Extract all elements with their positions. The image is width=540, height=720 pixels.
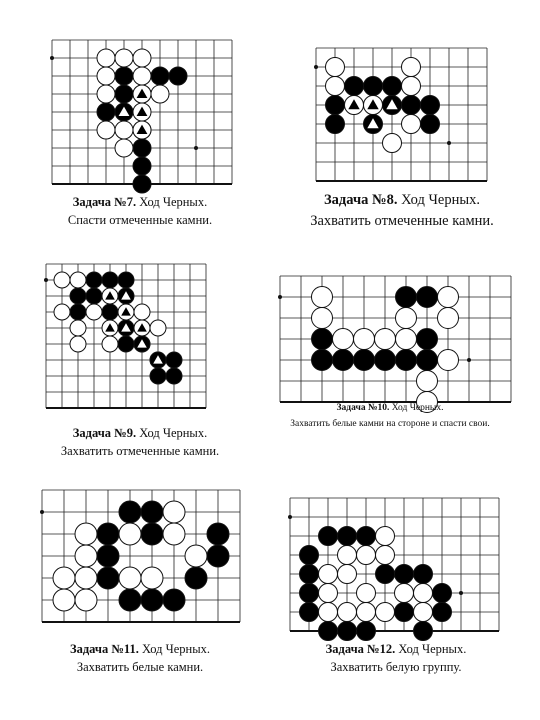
problem-heading (30, 193, 250, 211)
black-stone (141, 589, 163, 611)
black-stone (141, 501, 163, 523)
problem-title: Задача №12. (325, 642, 396, 656)
star-point (288, 515, 292, 519)
star-point (447, 141, 451, 145)
white-stone (141, 567, 163, 589)
white-stone (75, 567, 97, 589)
black-stone (115, 85, 133, 103)
white-stone (97, 49, 115, 67)
problem-task: Захватить отмеченные камни. (60, 444, 220, 459)
black-stone (119, 589, 141, 611)
caption-problem-10 (266, 400, 514, 432)
black-stone (417, 329, 438, 350)
problem-task: Захватить белую группу. (330, 660, 462, 675)
problem-subtitle: Ход Черных. (391, 403, 444, 413)
white-stone (151, 85, 169, 103)
white-stone (185, 545, 207, 567)
white-stone (163, 501, 185, 523)
white-stone (102, 336, 118, 352)
board-problem-8 (310, 42, 472, 168)
white-stone (319, 584, 338, 603)
black-stone (396, 350, 417, 371)
white-stone (115, 139, 133, 157)
board-problem-9 (40, 258, 198, 406)
black-stone (357, 527, 376, 546)
black-stone (86, 272, 102, 288)
problem-heading (30, 424, 250, 442)
black-stone (357, 622, 376, 641)
black-stone (414, 565, 433, 584)
black-stone (402, 96, 421, 115)
white-stone (70, 336, 86, 352)
black-stone (163, 589, 185, 611)
white-stone (115, 49, 133, 67)
go-board-svg (310, 42, 472, 168)
white-stone (438, 308, 459, 329)
white-stone (119, 567, 141, 589)
black-stone (338, 527, 357, 546)
white-stone (357, 584, 376, 603)
white-stone (53, 567, 75, 589)
black-stone (354, 350, 375, 371)
black-stone (312, 329, 333, 350)
star-point (44, 278, 48, 282)
white-stone (312, 308, 333, 329)
black-stone (166, 352, 182, 368)
black-stone (395, 603, 414, 622)
caption-problem-11 (30, 640, 250, 676)
white-stone (338, 546, 357, 565)
black-stone (207, 523, 229, 545)
black-stone (300, 603, 319, 622)
white-stone (326, 77, 345, 96)
problem-task: Захватить белые камни. (76, 660, 204, 675)
black-stone (300, 546, 319, 565)
black-stone (421, 96, 440, 115)
white-stone (75, 523, 97, 545)
black-stone (376, 565, 395, 584)
problem-title: Задача №7. (72, 195, 137, 209)
white-stone (357, 546, 376, 565)
white-stone (54, 272, 70, 288)
go-board-svg (284, 492, 490, 620)
white-stone (75, 545, 97, 567)
board-problem-10 (274, 270, 506, 386)
black-stone (166, 368, 182, 384)
black-stone (433, 584, 452, 603)
problem-task: Захватить отмеченные камни. (310, 213, 494, 230)
white-stone (375, 329, 396, 350)
black-stone (102, 272, 118, 288)
problem-subtitle: Ход Черных. (401, 192, 480, 208)
black-stone (133, 175, 151, 193)
white-stone (133, 67, 151, 85)
white-stone (414, 584, 433, 603)
problem-heading (282, 190, 522, 211)
white-stone (54, 304, 70, 320)
white-stone (402, 77, 421, 96)
white-stone (357, 603, 376, 622)
white-stone (163, 523, 185, 545)
white-stone (402, 58, 421, 77)
black-stone (119, 501, 141, 523)
problem-task: Спасти отмеченные камни. (67, 213, 213, 228)
star-point (194, 146, 198, 150)
white-stone (402, 115, 421, 134)
problem-heading (30, 640, 250, 658)
go-board-svg (46, 34, 222, 178)
white-stone (134, 304, 150, 320)
black-stone (300, 584, 319, 603)
black-stone (333, 350, 354, 371)
black-stone (417, 287, 438, 308)
black-stone (97, 545, 119, 567)
white-stone (333, 329, 354, 350)
white-stone (376, 603, 395, 622)
white-stone (133, 49, 151, 67)
white-stone (70, 272, 86, 288)
board-problem-7 (46, 34, 222, 178)
black-stone (70, 288, 86, 304)
star-point (467, 358, 471, 362)
black-stone (97, 103, 115, 121)
white-stone (376, 546, 395, 565)
black-stone (319, 527, 338, 546)
black-stone (102, 304, 118, 320)
star-point (459, 591, 463, 595)
white-stone (97, 121, 115, 139)
black-stone (97, 567, 119, 589)
problem-title: Задача №11. (70, 642, 139, 656)
problem-subtitle: Ход Черных. (139, 426, 208, 440)
black-stone (319, 622, 338, 641)
white-stone (383, 134, 402, 153)
white-stone (338, 603, 357, 622)
white-stone (396, 308, 417, 329)
board-problem-11 (36, 484, 220, 620)
white-stone (150, 320, 166, 336)
go-board-svg (274, 270, 506, 386)
white-stone (70, 320, 86, 336)
white-stone (338, 565, 357, 584)
problem-title: Задача №8. (324, 192, 398, 208)
black-stone (421, 115, 440, 134)
black-stone (312, 350, 333, 371)
white-stone (312, 287, 333, 308)
black-stone (417, 350, 438, 371)
white-stone (319, 603, 338, 622)
white-stone (376, 527, 395, 546)
star-point (40, 510, 44, 514)
black-stone (395, 565, 414, 584)
star-point (50, 56, 54, 60)
white-stone (97, 67, 115, 85)
problem-heading (266, 400, 514, 416)
go-board-svg (40, 258, 198, 406)
problem-subtitle: Ход Черных. (141, 642, 210, 656)
black-stone (433, 603, 452, 622)
white-stone (354, 329, 375, 350)
black-stone (338, 622, 357, 641)
problem-subtitle: Ход Черных. (139, 195, 208, 209)
white-stone (75, 589, 97, 611)
go-board-svg (36, 484, 220, 620)
problem-heading (286, 640, 506, 658)
white-stone (395, 584, 414, 603)
white-stone (86, 304, 102, 320)
white-stone (319, 565, 338, 584)
black-stone (345, 77, 364, 96)
black-stone (169, 67, 187, 85)
black-stone (115, 67, 133, 85)
black-stone (383, 77, 402, 96)
board-problem-12 (284, 492, 490, 620)
black-stone (141, 523, 163, 545)
white-stone (414, 603, 433, 622)
white-stone (396, 329, 417, 350)
black-stone (118, 336, 134, 352)
black-stone (300, 565, 319, 584)
black-stone (375, 350, 396, 371)
caption-problem-8 (282, 190, 522, 232)
white-stone (53, 589, 75, 611)
star-point (314, 65, 318, 69)
caption-problem-12 (286, 640, 506, 676)
black-stone (326, 96, 345, 115)
black-stone (151, 67, 169, 85)
black-stone (364, 77, 383, 96)
caption-problem-7 (30, 193, 250, 229)
white-stone (119, 523, 141, 545)
black-stone (86, 288, 102, 304)
black-stone (185, 567, 207, 589)
white-stone (115, 121, 133, 139)
problem-task: Захватить белые камни на стороне и спасти свои. (290, 419, 490, 430)
black-stone (150, 368, 166, 384)
black-stone (133, 157, 151, 175)
black-stone (207, 545, 229, 567)
star-point (278, 295, 282, 299)
black-stone (396, 287, 417, 308)
caption-problem-9 (30, 424, 250, 460)
problem-subtitle: Ход Черных. (398, 642, 467, 656)
black-stone (97, 523, 119, 545)
problem-title: Задача №10. (336, 403, 390, 413)
black-stone (133, 139, 151, 157)
white-stone (438, 287, 459, 308)
black-stone (70, 304, 86, 320)
black-stone (414, 622, 433, 641)
white-stone (417, 371, 438, 392)
problem-title: Задача №9. (72, 426, 137, 440)
black-stone (326, 115, 345, 134)
white-stone (97, 85, 115, 103)
black-stone (118, 272, 134, 288)
white-stone (438, 350, 459, 371)
white-stone (326, 58, 345, 77)
